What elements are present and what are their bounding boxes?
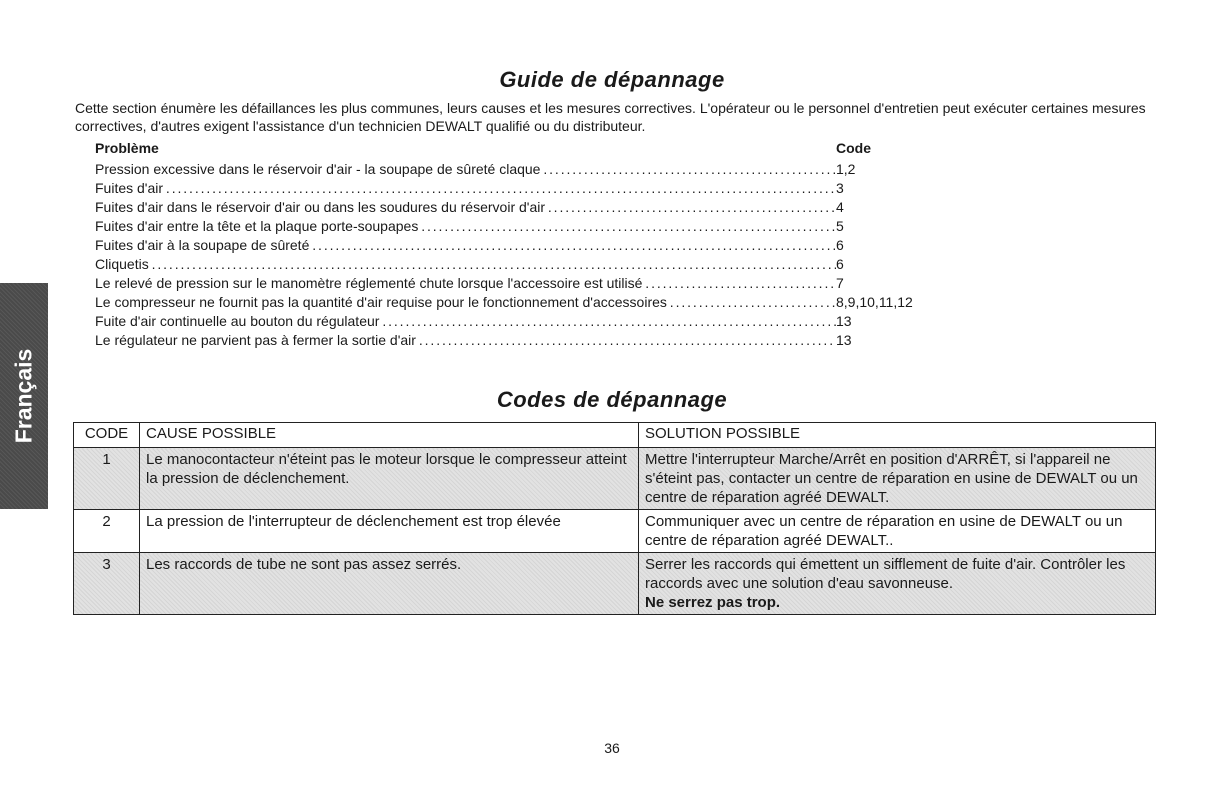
cause-cell: Les raccords de tube ne sont pas assez serrés. [140, 553, 639, 615]
problem-text: Pression excessive dans le réservoir d'air - la soupape de sûreté claque . . . [95, 160, 836, 179]
problem-text: Fuites d'air . . . [95, 179, 836, 198]
code-cell: 3 [74, 553, 140, 615]
intro-paragraph: Cette section énumère les défaillances les plus communes, leurs causes et les mesures correctives. L'opérateur ou le personnel d'entretien peut exécuter certaines mesures correctives, d'autres exigent l'assistance d'un technicien DEWALT qualifié ou du distributeur. [75, 100, 1146, 134]
problem-codes: 3 [836, 180, 844, 196]
code-header: Code [836, 140, 871, 156]
list-item [95, 293, 965, 312]
solution-cell [639, 510, 1156, 553]
cause-cell: Le manocontacteur n'éteint pas le moteur lorsque le compresseur atteint la pression de déclenchement. [140, 448, 639, 510]
column-header-code: CODE [74, 423, 140, 448]
problem-text: Fuite d'air continuelle au bouton du régulateur . . . [95, 312, 836, 331]
cause-cell: La pression de l'interrupteur de déclenchement est trop élevée [140, 510, 639, 553]
problem-header: Problème [95, 140, 159, 156]
language-tab-label: Français [10, 348, 37, 444]
table-row [74, 553, 1156, 615]
table-header-row [74, 423, 1156, 448]
list-item [95, 274, 965, 293]
list-item [95, 198, 965, 217]
problem-list-header [95, 140, 965, 160]
list-item [95, 160, 965, 179]
list-item [95, 236, 965, 255]
solution-cell [639, 448, 1156, 510]
problem-codes: 13 [836, 332, 852, 348]
code-cell: 1 [74, 448, 140, 510]
problem-text: Fuites d'air entre la tête et la plaque porte-soupapes . . . [95, 217, 836, 236]
solution-text: Communiquer avec un centre de réparation en usine de DEWALT ou un centre de réparation agréé DEWALT.. [645, 513, 1123, 549]
problem-codes: 4 [836, 199, 844, 215]
column-header-cause: CAUSE POSSIBLE [140, 423, 639, 448]
problem-codes: 6 [836, 237, 844, 253]
problem-text: Cliquetis . . . [95, 255, 836, 274]
problem-codes: 6 [836, 256, 844, 272]
code-cell: 2 [74, 510, 140, 553]
list-item [95, 312, 965, 331]
problem-text: Le compresseur ne fournit pas la quantité d'air requise pour le fonctionnement d'accessoires . . . [95, 293, 836, 312]
problem-text: Fuites d'air à la soupape de sûreté . . . [95, 236, 836, 255]
table-row [74, 448, 1156, 510]
codes-section-title: Codes de dépannage [496, 387, 728, 412]
page-number: 36 [604, 740, 620, 756]
list-item [95, 179, 965, 198]
solution-warning: Ne serrez pas trop. [645, 594, 781, 611]
problem-codes: 8,9,10,11,12 [836, 294, 913, 310]
problem-text: Fuites d'air dans le réservoir d'air ou dans les soudures du réservoir d'air . . . [95, 198, 836, 217]
problem-codes: 13 [836, 313, 852, 329]
problem-list [95, 140, 965, 350]
column-header-solution: SOLUTION POSSIBLE [639, 423, 1156, 448]
solution-text: Mettre l'interrupteur Marche/Arrêt en position d'ARRÊT, si l'appareil ne s'éteint pas, contacter un centre de réparation en usine de DEWALT ou un centre de réparation agréé DEWALT. [645, 451, 1138, 506]
problem-codes: 1,2 [836, 161, 856, 177]
page-title: Guide de dépannage [499, 67, 725, 92]
problem-text: Le relevé de pression sur le manomètre réglementé chute lorsque l'accessoire est utilisé . . . [95, 274, 836, 293]
table-row [74, 510, 1156, 553]
problem-codes: 7 [836, 275, 844, 291]
troubleshooting-codes-table [73, 422, 1156, 615]
problem-codes: 5 [836, 218, 844, 234]
solution-text: Serrer les raccords qui émettent un sifflement de fuite d'air. Contrôler les raccords avec une solution d'eau savonneuse. [645, 556, 1126, 592]
problem-text: Le régulateur ne parvient pas à fermer la sortie d'air . . . [95, 331, 836, 350]
list-item [95, 255, 965, 274]
list-item [95, 331, 965, 350]
solution-cell [639, 553, 1156, 615]
list-item [95, 217, 965, 236]
